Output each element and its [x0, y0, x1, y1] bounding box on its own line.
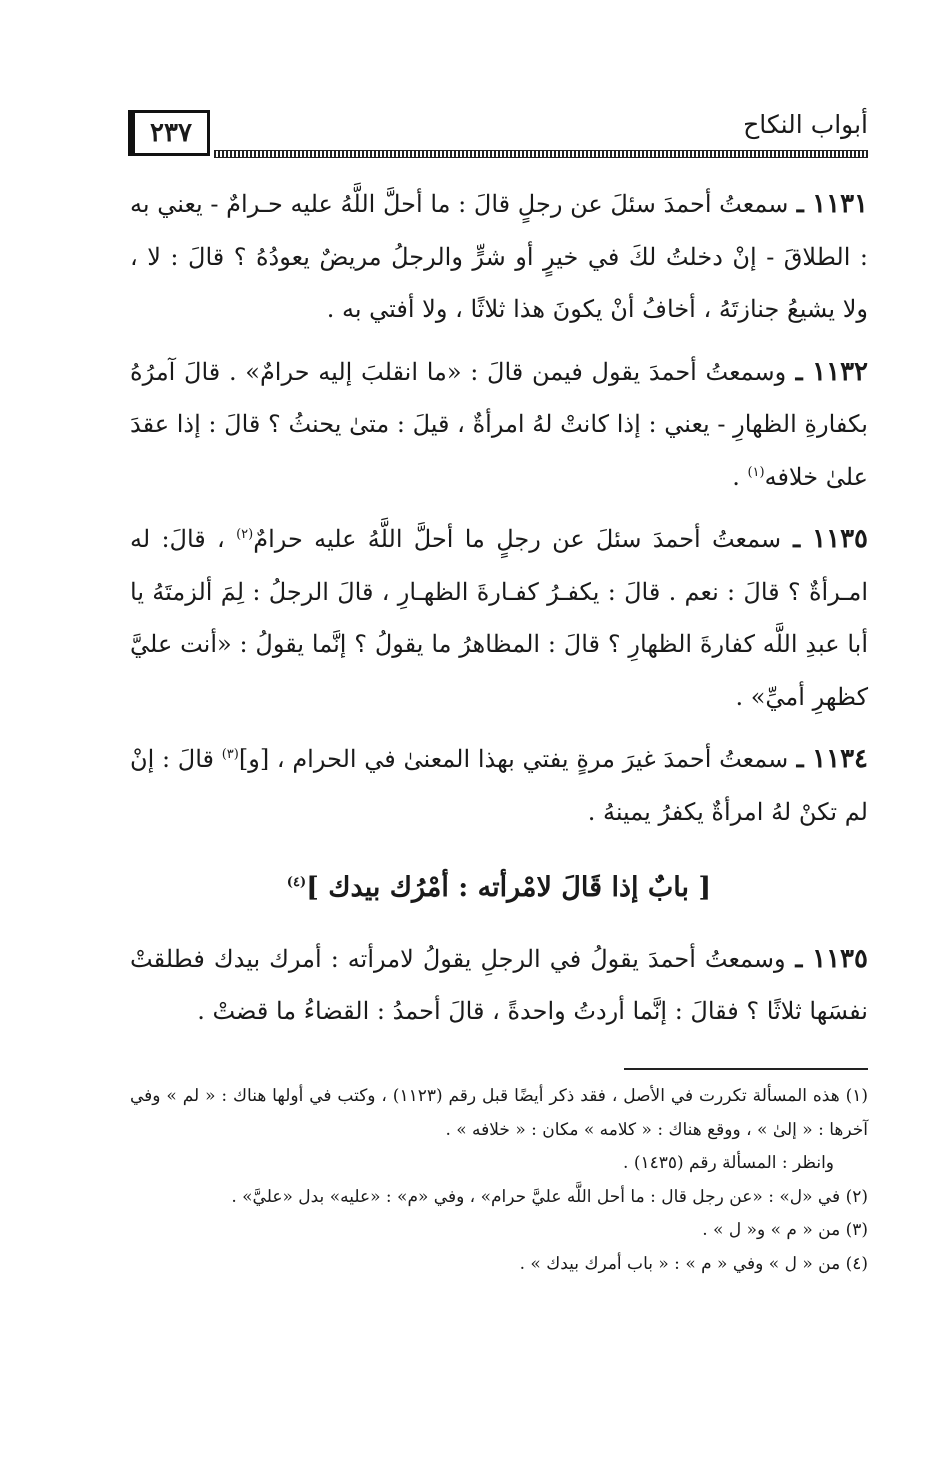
main-text — [130, 178, 868, 1048]
paragraph-1132: ١١٣٢ ـ وسمعتُ أحمدَ يقول فيمن قالَ : «ما انقلبَ إليه حرامٌ» . قالَ آمرُهُ بكفارةِ الظهارِ - يعني : إذا كانتْ لهُ امرأةٌ ، قيلَ : متىٰ يحنثُ ؟ قالَ : إذا عقدَ علىٰ خلافه$^{(١)}$ . — [130, 356, 868, 491]
footnote-1-see-also: وانظر : المسألة رقم (١٤٣٥) . — [623, 1153, 834, 1173]
paragraph-number: ١١٣٤ — [812, 744, 868, 774]
paragraph-1134: ١١٣٤ ـ سمعتُ أحمدَ غيرَ مرةٍ يفتي بهذا المعنىٰ في الحرام ، [و]$^{(٣)}$ قالَ : إنْ لم تكنْ لهُ امرأةٌ يكفرُ يمينهُ . — [130, 744, 868, 826]
footnote-ref: (٤) — [286, 875, 307, 890]
paragraph-text: وسمعتُ أحمدَ يقولُ في الرجلِ يقولُ لامرأته : أمرك بيدك فطلقتْ نفسَها ثلاثًا ؟ فقالَ : إنَّما أردتُ واحدةً ، قالَ أحمدُ : القضاءُ ما قضتْ . — [130, 944, 868, 1025]
footnote-2: (٢) في «ل» : «عن رجل قال : ما أحل اللَّه عليَّ حرام» ، وفي «م» : «عليه» بدل «عليَّ» . — [231, 1186, 868, 1207]
footnote-separator — [624, 1068, 868, 1070]
paragraph-text: سمعتُ أحمدَ سئلَ عن رجلٍ قالَ : ما أحلَّ اللَّهُ عليه حـرامٌ - يعني به : الطلاقَ - إنْ دخلتُ لكَ في خيرٍ أو شرٍّ والرجلُ مريضٌ يعودُهُ ؟ قالَ : لا ، ولا يشيعُ جنازتَهُ ، أخافُ أنْ يكونَ هذا ثلاثًا ، ولا أفتي به . — [130, 190, 869, 323]
running-title: أبواب النكاح — [743, 110, 868, 139]
paragraph-text-end: قالَ : إنْ لم تكنْ لهُ امرأةٌ يكفرُ يمينهُ . — [130, 745, 868, 826]
paragraph-1135b: ١١٣٥ ـ وسمعتُ أحمدَ يقولُ في الرجلِ يقولُ لامرأته : أمرك بيدك فطلقتْ نفسَها ثلاثًا ؟ فقالَ : إنَّما أردتُ واحدةً ، قالَ أحمدُ : القضاءُ ما قضتْ . — [130, 943, 868, 1025]
footnote-ref: (٢) — [236, 527, 254, 542]
paragraph-text: سمعتُ أحمدَ غيرَ مرةٍ يفتي بهذا المعنىٰ في الحرام ، [و] — [238, 745, 789, 773]
paragraph-text-end: ، قالَ: له امـرأةٌ ؟ قالَ : نعم . قالَ : يكفـرُ كفـارةَ الظهـارِ ، قالَ الرجلُ : لِمَ ألزمتَهُ يا أبا عبدِ اللَّه كفارةَ الظهارِ ؟ قالَ : المظاهرُ ما يقولُ ؟ إنَّما يقولُ : «أنت عليَّ كظهرِ أميِّ» . — [130, 525, 868, 711]
footnotes — [130, 1080, 868, 1281]
paragraph-1131: ١١٣١ ـ سمعتُ أحمدَ سئلَ عن رجلٍ قالَ : ما أحلَّ اللَّهُ عليه حـرامٌ - يعني به : الطلاقَ - إنْ دخلتُ لكَ في خيرٍ أو شرٍّ والرجلُ مريضٌ يعودُهُ ؟ قالَ : لا ، ولا يشيعُ جنازتَهُ ، أخافُ أنْ يكونَ هذا ثلاثًا ، ولا أفتي به . — [130, 189, 869, 323]
header-decorative-rule — [214, 150, 868, 158]
footnote-1: (١) هذه المسألة تكررت في الأصل ، فقد ذكر أيضًا قبل رقم (١١٢٣) ، وكتب في أولها هناك : « لم » وفي آخرها : « إلىٰ » ، ووقع هناك : « كلامه » مكان : « خلافه » . — [130, 1086, 868, 1140]
page-number: ٢٣٧ — [128, 110, 210, 156]
paragraph-text: سمعتُ أحمدَ سئلَ عن رجلٍ ما أحلَّ اللَّهُ عليه حرامٌ — [253, 525, 782, 553]
paragraph-1135a: ١١٣٥ ـ سمعتُ أحمدَ سئلَ عن رجلٍ ما أحلَّ اللَّهُ عليه حرامٌ$^{(٢)}$ ، قالَ: له امـرأةٌ ؟ قالَ : نعم . قالَ : يكفـرُ كفـارةَ الظهـارِ ، قالَ الرجلُ : لِمَ ألزمتَهُ يا أبا عبدِ اللَّه كفارةَ الظهارِ ؟ قالَ : المظاهرُ ما يقولُ ؟ إنَّما يقولُ : «أنت عليَّ كظهرِ أميِّ» . — [130, 524, 868, 711]
paragraph-number: ١١٣١ — [812, 189, 868, 219]
footnote-4: (٤) من « ل » وفي « م » : « باب أمرك بيدك » . — [519, 1253, 868, 1274]
page-header — [128, 96, 868, 164]
paragraph-text-end: . — [732, 462, 748, 491]
section-heading-text: [ بابٌ إذا قَالَ لامْرأته : أمْرُك بيدك ] — [306, 872, 712, 903]
section-heading — [130, 862, 868, 915]
paragraph-text: وسمعتُ أحمدَ يقول فيمن قالَ : «ما انقلبَ إليه حرامٌ» . قالَ آمرُهُ بكفارةِ الظهارِ - يعني : إذا كانتْ لهُ امرأةٌ ، قيلَ : متىٰ يحنثُ ؟ قالَ : إذا عقدَ علىٰ خلافه — [130, 357, 868, 491]
paragraph-number: ١١٣٢ — [812, 356, 868, 387]
paragraph-number: ١١٣٥ — [812, 943, 868, 974]
paragraph-number: ١١٣٥ — [812, 524, 868, 554]
footnote-ref: (٣) — [221, 747, 239, 762]
footnote-3: (٣) من « م » و« ل » . — [702, 1220, 868, 1240]
footnote-ref: (١) — [747, 464, 765, 480]
